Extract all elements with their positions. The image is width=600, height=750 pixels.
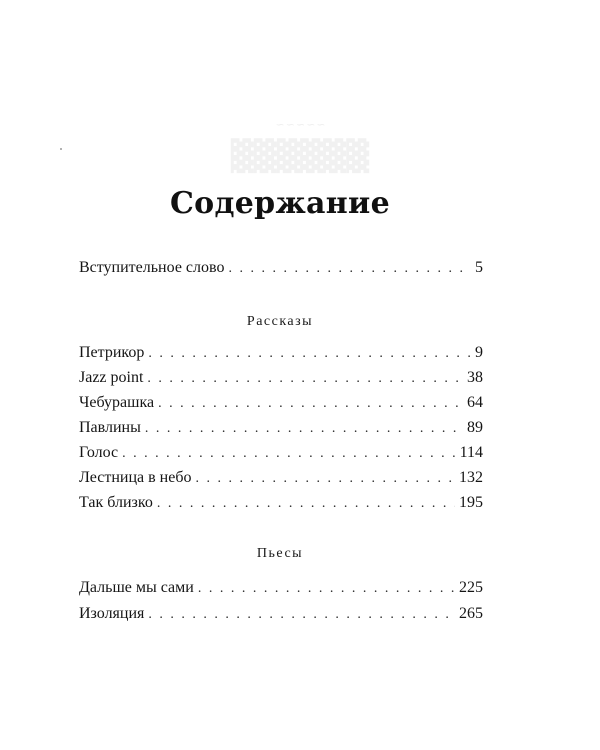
dot-leader [195,471,455,487]
section-heading-stories: Рассказы [246,314,314,329]
toc-entry-label: Jazz point [79,369,144,386]
dot-leader [148,607,455,623]
toc-entry-page: 225 [459,579,483,596]
toc-entry-page: 132 [459,469,483,486]
dot-leader [228,261,471,277]
toc-entry-label: Голос [79,444,119,461]
toc-entry-page: 38 [467,369,483,386]
toc-entry-label: Петрикор [79,344,145,361]
toc-entry[interactable] [79,369,483,391]
section-heading-plays: Пьесы [256,546,304,561]
toc-entry-label: Изоляция [79,605,145,622]
toc-entry[interactable] [79,605,483,627]
dot-leader [147,371,463,387]
toc-entry-intro[interactable] [79,259,483,281]
toc-entry-label: Так близко [79,494,153,511]
dot-leader [145,421,463,437]
toc-entry-label: Лестница в небо [79,469,192,486]
toc-entry[interactable] [79,494,483,516]
toc-entry-label: Дальше мы сами [79,579,194,596]
paper-speck [60,148,62,150]
toc-entry-label: Павлины [79,419,141,436]
page-title: Содержание [170,186,390,221]
dot-leader [148,346,471,362]
dot-leader [122,446,455,462]
show-through-text: ~~~~~ ▓▓▓▓▓▓ [230,118,370,174]
toc-entry-label: Вступительное слово [79,259,225,276]
toc-entry[interactable] [79,344,483,366]
toc-entry-page: 89 [467,419,483,436]
toc-entry-label: Чебурашка [79,394,155,411]
toc-entry-page: 265 [459,605,483,622]
toc-entry-page: 114 [459,444,483,461]
dot-leader [198,581,455,597]
toc-entry-page: 9 [475,344,483,361]
toc-entry-page: 195 [459,494,483,511]
toc-entry-page: 5 [475,259,483,276]
toc-entry-page: 64 [467,394,483,411]
dot-leader [158,396,463,412]
toc-entry[interactable] [79,579,483,601]
toc-entry[interactable] [79,419,483,441]
toc-entry[interactable] [79,469,483,491]
toc-entry[interactable] [79,444,483,466]
toc-entry[interactable] [79,394,483,416]
dot-leader [157,496,455,512]
